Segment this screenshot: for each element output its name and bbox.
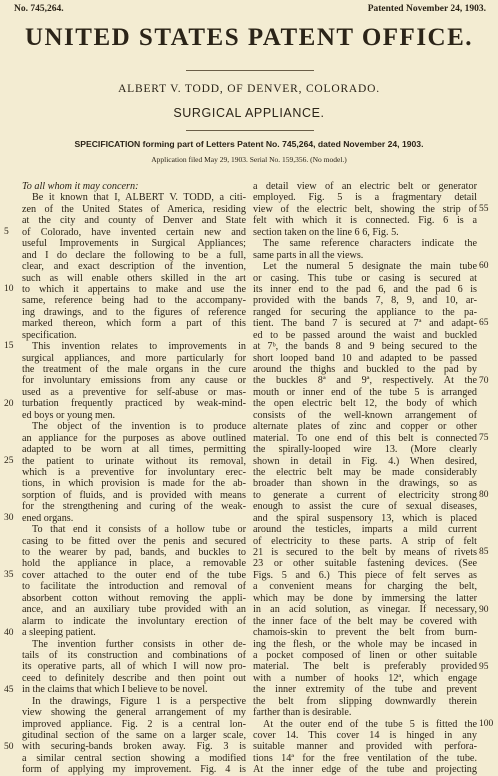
text-line: ing drawings, and to the figures of reference xyxy=(22,306,246,318)
text-line: mouth or inner end of the tube 5 is arranged xyxy=(253,386,477,398)
line-number: 40 xyxy=(4,627,14,638)
text-line: same parts in all the views. xyxy=(253,249,364,261)
text-line: In the drawings, Figure 1 is a perspective xyxy=(32,695,246,707)
text-line: The invention further consists in other de- xyxy=(32,638,246,650)
text-line: clear, and exact description of the invention, xyxy=(22,261,246,273)
text-line: the treatment of the male organs in the cure xyxy=(22,364,246,375)
text-line: ed to be passed around the waist and buckled xyxy=(253,329,477,341)
title-divider xyxy=(186,70,314,71)
text-line: a detail view of an electric belt or generator xyxy=(253,181,477,192)
text-line: such as will enable others skilled in the art xyxy=(22,272,246,284)
text-line: for the strengthening and curing of the weak- xyxy=(22,501,246,513)
text-line: and I do declare the following to be a full, xyxy=(22,249,246,261)
line-number: 70 xyxy=(479,375,489,386)
text-line: which is a preventive for involuntary erec- xyxy=(22,466,246,478)
text-line: or casing. This tube or casing is secured at xyxy=(253,272,477,284)
text-line: short looped band 10 and adapted to be passed xyxy=(253,352,477,364)
text-line: employed. Fig. 5 is a fragmentary detail xyxy=(253,192,477,204)
text-line: ceed to definitely describe and then point out xyxy=(22,672,246,684)
text-line: gitudinal section of the same on a larger scale, xyxy=(22,730,246,741)
text-line: to facilitate the introduction and removal of xyxy=(22,581,246,593)
text-line: to generate a current of electricity strong xyxy=(253,489,477,501)
text-line: same, reference being had to the accompany- xyxy=(22,295,246,307)
right-text-column xyxy=(253,181,477,776)
text-line: view of the electric belt, showing the strip of xyxy=(253,203,477,215)
text-line: marked thereon, which form a part of this xyxy=(22,318,246,330)
text-line: in an acid solution, as vinegar. If necessary, xyxy=(253,604,477,616)
text-line: surgical appliances, and more particularly for xyxy=(22,352,246,364)
text-line: around the thighs and buckled to the pad by xyxy=(253,364,477,375)
text-line: which may be done by immersing the latter xyxy=(253,592,477,604)
inventor-line: ALBERT V. TODD, OF DENVER, COLORADO. xyxy=(118,83,380,95)
text-line: casing to be fitted over the penis and secured xyxy=(22,535,246,547)
text-line: provided with the bands 7, 8, 9, and 10, ar- xyxy=(253,295,477,307)
text-line: adapted to be worn at all times, permitting xyxy=(22,444,246,456)
text-line: improved appliance. Fig. 2 is a central lon- xyxy=(22,718,246,730)
line-number: 15 xyxy=(4,341,14,352)
text-line: felt with which it is connected. Fig. 6 is a xyxy=(253,215,477,227)
text-line: alarm to indicate the involuntary erection of xyxy=(22,615,246,627)
office-title: UNITED STATES PATENT OFFICE. xyxy=(24,24,474,51)
line-number: 5 xyxy=(4,226,9,237)
line-number: 35 xyxy=(4,570,14,581)
text-line: 21 is secured to the belt by means of rivets xyxy=(253,547,477,558)
line-number: 65 xyxy=(479,318,489,329)
text-line: its operative parts, all of which I will now pro- xyxy=(22,661,246,673)
text-line: at 7ᵇ, the bands 8 and 9 being secured to the xyxy=(253,341,477,353)
line-number: 95 xyxy=(479,661,489,672)
text-line: 23 or other suitable fastening devices. (See xyxy=(253,558,477,570)
text-line: sorption of fluids, and is provided with means xyxy=(22,489,246,501)
line-number: 85 xyxy=(479,547,489,558)
text-line: the spirally-looped wire 13. (More clearly xyxy=(253,444,477,456)
text-line: cover 14. This cover 14 is hinged in any xyxy=(253,730,477,741)
line-number: 75 xyxy=(479,432,489,443)
subject-divider xyxy=(186,130,314,131)
patented-date: Patented November 24, 1903. xyxy=(367,4,486,14)
application-line: Application filed May 29, 1903. Serial No. 159,356. (No model.) xyxy=(151,155,347,164)
text-line: its inner end to the pad 6, and the pad 6 is xyxy=(253,283,477,295)
text-line: form of applying my improvement. Fig. 4 is xyxy=(22,764,246,776)
text-line: tails of its construction and combinations of xyxy=(22,649,246,661)
line-number: 55 xyxy=(479,203,489,214)
text-line: consists of the well-known arrangement of xyxy=(253,409,477,421)
text-line: The same reference characters indicate the xyxy=(263,238,477,250)
text-line: with a number of hooks 12ª, which engage xyxy=(253,672,477,684)
text-line: tions, in which provision is made for the ab- xyxy=(22,478,246,490)
text-line: enough to assist the cure of sexual diseases, xyxy=(253,501,477,513)
line-number: 90 xyxy=(479,604,489,615)
text-line: ranged for securing the appliance to the pa- xyxy=(253,306,477,318)
specification-line: SPECIFICATION forming part of Letters Patent No. 745,264, dated November 24, 1903. xyxy=(74,139,424,149)
text-line: specification. xyxy=(22,329,77,341)
line-number: 30 xyxy=(4,513,14,524)
patent-subject: SURGICAL APPLIANCE. xyxy=(173,106,325,120)
text-line: To all whom it may concern: xyxy=(22,181,139,192)
text-line: for involuntary emissions from any cause or xyxy=(22,375,246,387)
text-line: At the inner edge of the tube and projecting xyxy=(253,764,477,776)
text-line: to which it appertains to make and use the xyxy=(22,283,246,295)
text-line: at the city and county of Denver and State xyxy=(22,215,246,227)
text-line: and the spiral suspensory 13, which is placed xyxy=(253,512,477,524)
text-line: a similar central section showing a modified xyxy=(22,752,246,764)
line-number: 80 xyxy=(479,490,489,501)
text-line: the inner extremity of the tube and prevent xyxy=(253,684,477,696)
text-line: the inner face of the belt may be covered with xyxy=(253,615,477,627)
text-line: farther than is desirable. xyxy=(253,707,352,719)
text-line: tions 14ª for the free ventilation of the tube. xyxy=(253,752,477,764)
text-line: the electric belt may be made considerably xyxy=(253,466,477,478)
text-line: broader than shown in the drawings, so as xyxy=(253,478,477,490)
text-line: of Colorado, have invented certain new and xyxy=(22,226,246,238)
text-line: the belt from slipping downwardly therein xyxy=(253,695,477,707)
left-text-column xyxy=(22,181,246,776)
text-line: view showing the general arrangement of my xyxy=(22,707,246,719)
text-line: ing the flesh, or the whole may be incased in xyxy=(253,638,477,650)
text-line: section taken on the line 6 6, Fig. 5. xyxy=(253,226,399,238)
text-line: useful Improvements in Surgical Appliances; xyxy=(22,238,246,250)
text-line: ed boys or young men. xyxy=(22,409,116,421)
line-number: 100 xyxy=(479,719,494,730)
text-line: with securing-bands broken away. Fig. 3 is xyxy=(22,741,246,753)
text-line: used as a preventive for self-abuse or mas- xyxy=(22,386,246,398)
text-line: of electricity to these parts. A strip of felt xyxy=(253,535,477,547)
text-line: suitable manner and provided with perfora- xyxy=(253,741,477,753)
text-line: tient. The band 7 is secured at 7ª and adapt- xyxy=(253,318,477,330)
text-line: material. The belt is preferably provided xyxy=(253,661,477,673)
text-line: the buckles 8ª and 9ª, respectively. At the xyxy=(253,375,477,387)
text-line: turbation frequently practiced by weak-mind- xyxy=(22,398,246,410)
text-line: to the wearer by pad, bands, and buckles to xyxy=(22,547,246,558)
text-line: alternate plates of zinc and copper or other xyxy=(253,421,477,433)
text-line: the open electric belt 12, the body of which xyxy=(253,398,477,410)
page-header xyxy=(14,4,486,18)
line-number: 10 xyxy=(4,284,14,295)
text-line: Figs. 5 and 6.) This piece of felt serves as xyxy=(253,569,477,581)
text-line: To that end it consists of a hollow tube or xyxy=(32,524,246,536)
text-line: Let the numeral 5 designate the main tube xyxy=(263,261,477,273)
text-line: cover attached to the outer end of the tube xyxy=(22,569,246,581)
text-line: zen of the United States of America, residing xyxy=(22,203,246,215)
patent-number: No. 745,264. xyxy=(14,4,64,14)
text-line: a sleeping patient. xyxy=(22,627,96,639)
text-line: Be it known that I, ALBERT V. TODD, a citi- xyxy=(32,192,246,204)
text-line: At the outer end of the tube 5 is fitted the xyxy=(263,718,477,730)
text-line: around the testicles, imparts a mild current xyxy=(253,524,477,536)
text-line: material. To one end of this belt is connected xyxy=(253,432,477,444)
text-line: hold the appliance in place, a removable xyxy=(22,558,246,570)
text-line: a convenient means for charging the belt, xyxy=(253,581,477,593)
line-number: 25 xyxy=(4,455,14,466)
line-number: 45 xyxy=(4,684,14,695)
text-line: shown in detail in Fig. 4.) When desired, xyxy=(253,455,477,467)
text-line: ened organs. xyxy=(22,512,74,524)
line-number: 50 xyxy=(4,742,14,753)
text-line: The object of the invention is to produce xyxy=(32,421,246,433)
text-line: in the claims that which I believe to be novel. xyxy=(22,684,208,696)
line-number: 60 xyxy=(479,261,489,272)
text-line: a pocket composed of linen or other suitable xyxy=(253,649,477,661)
text-line: the patient to urinate without its removal, xyxy=(22,455,246,467)
text-line: absorbent cotton without removing the appli- xyxy=(22,592,246,604)
text-line: This invention relates to improvements in xyxy=(32,341,246,353)
text-line: chamois-skin to prevent the belt from burn- xyxy=(253,627,477,639)
text-line: an appliance for the purposes as above outlined xyxy=(22,432,246,444)
line-number: 20 xyxy=(4,398,14,409)
text-line: ance, and an auxiliary tube provided with an xyxy=(22,604,246,616)
